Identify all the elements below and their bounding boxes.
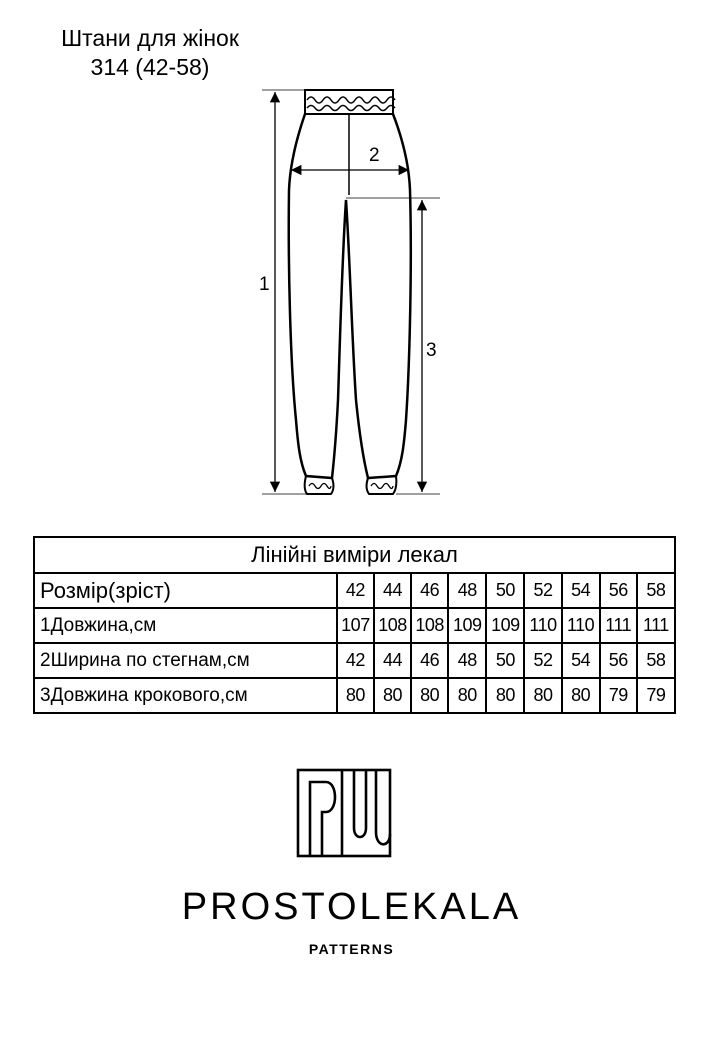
measurements-table [33,536,676,714]
size-cell: 48 [448,573,486,608]
size-cell: 44 [374,573,411,608]
brand-name: PROSTOLEKALA [181,886,522,928]
value-cell: 58 [637,643,675,678]
value-cell: 54 [562,643,600,678]
value-cell: 79 [600,678,637,713]
size-cell: 46 [411,573,448,608]
row-label: 3Довжина крокового,см [34,678,337,713]
value-cell: 109 [448,608,486,643]
value-cell: 46 [411,643,448,678]
value-cell: 108 [374,608,411,643]
dimension-length [259,90,307,494]
dimension-label-2: 2 [369,145,380,166]
size-cell: 58 [637,573,675,608]
pants-sketch [0,0,703,520]
value-cell: 80 [374,678,411,713]
dimension-hip [291,145,409,170]
value-cell: 80 [486,678,524,713]
size-cell: 54 [562,573,600,608]
value-cell: 109 [486,608,524,643]
value-cell: 80 [411,678,448,713]
value-cell: 80 [524,678,561,713]
value-cell: 56 [600,643,637,678]
value-cell: 44 [374,643,411,678]
pants-outline [289,114,411,478]
value-cell: 80 [337,678,374,713]
title-line-2: 314 (42-58) [90,54,210,80]
dimension-inseam [346,198,440,494]
value-cell: 48 [448,643,486,678]
value-cell: 79 [637,678,675,713]
value-cell: 50 [486,643,524,678]
size-cell: 52 [524,573,561,608]
table-title: Лінійні виміри лекал [34,537,675,573]
value-cell: 107 [337,608,374,643]
value-cell: 110 [562,608,600,643]
size-cell: 50 [486,573,524,608]
value-cell: 52 [524,643,561,678]
title-line-1: Штани для жінок [61,25,239,51]
dimension-label-3: 3 [426,340,437,361]
size-cell: 42 [337,573,374,608]
row-label: 2Ширина по стегнам,см [34,643,337,678]
brand-tagline: PATTERNS [308,941,395,957]
value-cell: 80 [562,678,600,713]
table-row-sizes [34,573,675,608]
table-row [34,608,675,643]
value-cell: 108 [411,608,448,643]
value-cell: 42 [337,643,374,678]
table-row [34,643,675,678]
waistband [305,90,395,114]
value-cell: 110 [524,608,561,643]
value-cell: 80 [448,678,486,713]
dimension-label-1: 1 [259,274,270,295]
table-row [34,678,675,713]
size-label: Розмір(зріст) [34,573,337,608]
size-cell: 56 [600,573,637,608]
row-label: 1Довжина,см [34,608,337,643]
value-cell: 111 [600,608,637,643]
pl-monogram-icon [296,768,392,858]
value-cell: 111 [637,608,675,643]
